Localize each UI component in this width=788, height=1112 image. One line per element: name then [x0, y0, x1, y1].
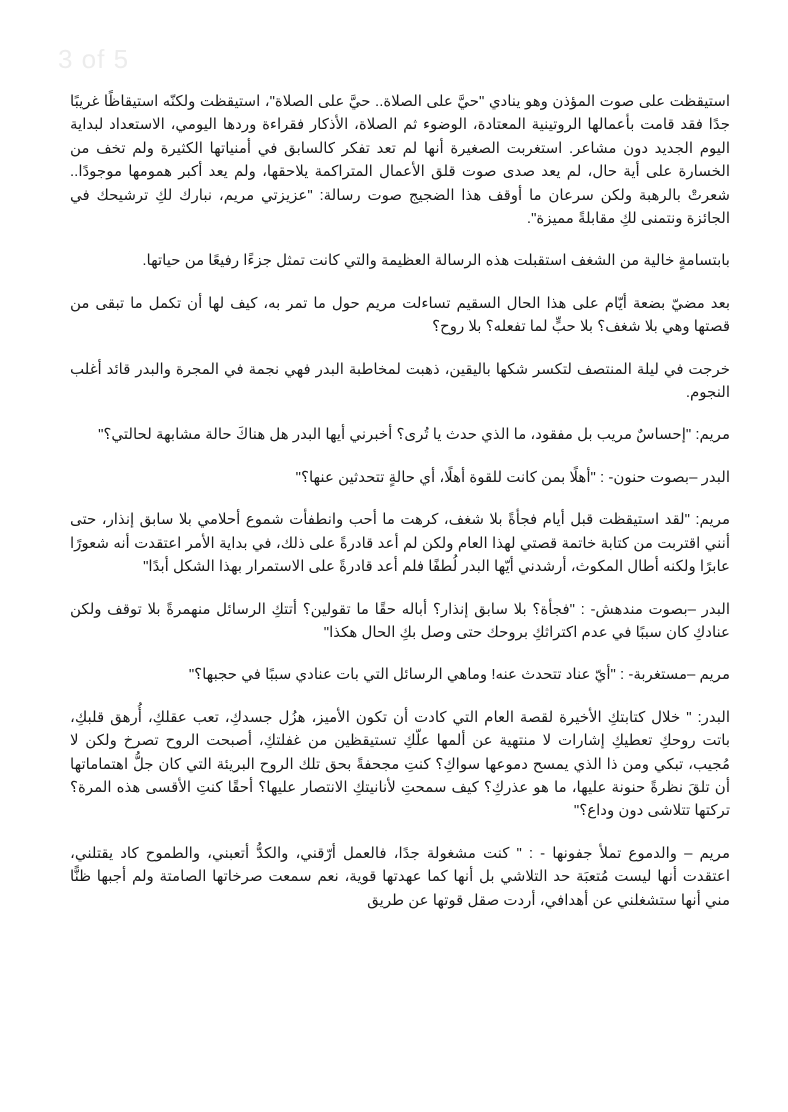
paragraph-2: بابتسامةٍ خالية من الشغف استقبلت هذه الرسالة العظيمة والتي كانت تمثل جزءًا رفيعًا من حياتها.	[142, 252, 730, 270]
paragraph-11: مريم – والدموع تملأ جفونها - : " كنت مشغولة جدًا، فالعمل أرّقني، والكدُّ أتعبني، والطموح كاد يقتلني، اعتقدت أنها ليست مُتعبَة حد التلاشي بل أنها كما عهدتها قوية، نعم سمعت صرخاتها الصامتة ولم أجبها ظنًّا مني أنها ستشغلني عن أهدافي، أردت صقل قوتها عن طريق	[70, 844, 730, 909]
paragraph-8: البدر –بصوت مندهش- : "فجأة؟ بلا سابق إنذار؟ أباله حقًا ما تقولين؟ أتتكِ الرسائل منهمرةً بلا توقف ولكن عنادكِ كان سببًا في عدم اكتراثكِ بروحك حتى وصل بكِ الحال هكذا"	[70, 600, 730, 641]
paragraph-3: بعد مضيّ بضعة أيّام على هذا الحال السقيم تساءلت مريم حول ما تمر به، كيف لها أن تكمل ما تبقى من قصتها وهي بلا شغف؟ بلا حبٍّ لما تفعله؟ بلا روح؟	[70, 294, 730, 336]
document-body	[70, 90, 730, 912]
paragraph-6: البدر –بصوت حنون- : "أهلًا بمن كانت للقوة أهلًا، أي حالةٍ تتحدثين عنها؟"	[295, 468, 730, 486]
paragraph-5: مريم: "إحساسٌ مريب بل مفقود، ما الذي حدث يا تُرى؟ أخبرني أيها البدر هل هناكَ حالة مشابهة لحالتي؟"	[98, 426, 730, 444]
page-counter-watermark: 3 of 5	[58, 44, 130, 74]
paragraph-9: مريم –مستغربة- : "أيّ عناد تتحدث عنه! وماهي الرسائل التي بات عنادي سببًا في حجبها؟"	[188, 666, 730, 684]
paragraph-1: استيقظت على صوت المؤذن وهو ينادي "حيَّ على الصلاة.. حيَّ على الصلاة"، استيقظت ولكنّه استيقاظًا غريبًا جدًا فقد قامت بأعمالها الروتينية المعتادة، الوضوء ثم الصلاة، الأذكار فقراءة وردها اليومي، الاستعداد لبداية اليوم الجديد دون مشاعر. استغربت الصغيرة أنها لم تعد تفكر كالسابق في أمنياتها الكثيرة ولم تخف من الخسارة على أية حال، لم يعد صدى صوت قلق الأعمال المتراكمة يلاحقها، ولم يعد أكبر همومها موجودًا.. شعرتْ بالرهبة ولكن سرعان ما أوقف هذا الضجيج صوت رسالة: "عزيزتي مريم، نبارك لكِ ترشيحك في الجائزة ونتمنى لكِ مقابلةً مميزة".	[70, 93, 730, 228]
paragraph-4: خرجت في ليلة المنتصف لتكسر شكها باليقين، ذهبت لمخاطبة البدر فهي نجمة في المجرة والبدر قائد أغلب النجوم.	[70, 360, 730, 402]
paragraph-7: مريم: "لقد استيقظت قبل أيام فجأةً بلا شغف، كرهت ما أحب وانطفأت شموع أحلامي بلا سابق إنذار، حتى أنني اقتربت من كتابة خاتمة قصتي لهذا العام ولكن لم أعد قادرةً على ذلك، في بداية الأمر اعتقدت أنه شعورًا عابرًا ولكنه أطال المكوث، أرشدني أيّها البدر لُطفًا فلم أعد قادرةً على الاستمرار بهذا الشكل أبدًا"	[70, 511, 731, 576]
paragraph-10: البدر: " خلال كتابتكِ الأخيرة لقصة العام التي كادت أن تكون الأميز، هزُل جسدكِ، تعب عقلكِ، أُرهق قلبكِ، باتت روحكِ تعطيكِ إشارات لا منتهية عن ألمها علّكِ تستيقظين من غفلتكِ، أصبحت الروح تصرخ ولكن لا مُجيب، تبكي ومن ذا الذي يمسح دموعها سواكِ؟ كنتِ مجحفةً بحق تلك الروح البريئة التي كان جلُّ اهتماماتها أن تلقَ نظرةً حنونة عليها، ما هو عذركِ؟ كيف سمحتِ لأنانيتكِ الانتصار عليها؟ أحقًا كنتِ الأقسى هذه المرة؟ تركتها تتلاشى دون وداع؟"	[70, 708, 730, 820]
